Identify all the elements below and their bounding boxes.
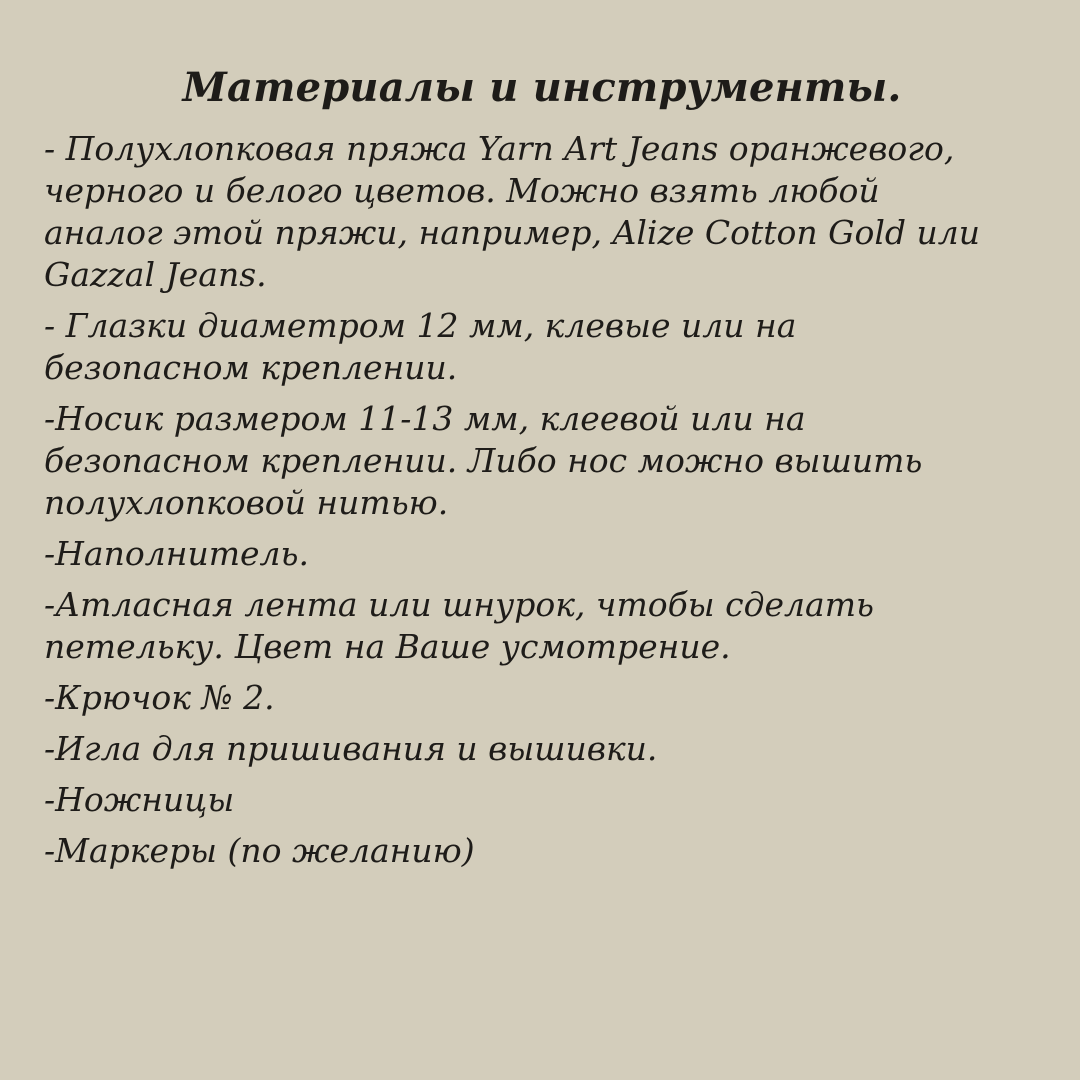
list-item-hook [44,677,1040,719]
list-item-line: - Полухлопковая пряжа Yarn Art Jeans оранжевого, [44,129,955,168]
list-item-line: -Атласная лента или шнурок, чтобы сделать [44,585,874,624]
list-item-nose [44,398,1040,524]
list-item-needle [44,728,1040,770]
list-item-line: безопасном креплении. Либо нос можно вышить [44,441,923,480]
list-item-line: безопасном креплении. [44,348,458,387]
page-title: Материалы и инструменты. [182,64,902,111]
list-item-line: полухлопковой нитью. [44,483,449,522]
list-item-yarn [44,128,1040,296]
list-item-line: -Носик размером 11-13 мм, клеевой или на [44,399,806,438]
list-item-line: - Глазки диаметром 12 мм, клевые или на [44,306,797,345]
list-item-line: -Маркеры (по желанию) [44,831,475,870]
list-item-markers [44,830,1040,872]
list-item-line: -Игла для пришивания и вышивки. [44,729,658,768]
materials-list [44,128,1040,872]
list-item-eyes [44,305,1040,389]
list-item-ribbon [44,584,1040,668]
list-item-line: -Ножницы [44,780,235,819]
list-item-filler [44,533,1040,575]
list-item-line: аналог этой пряжи, например, Alize Cotton Gold или [44,213,981,252]
list-item-line: петельку. Цвет на Ваше усмотрение. [44,627,731,666]
list-item-line: Gazzal Jeans. [44,255,267,294]
list-item-scissors [44,779,1040,821]
list-item-line: -Крючок № 2. [44,678,275,717]
list-item-line: черного и белого цветов. Можно взять любой [44,171,880,210]
list-item-line: -Наполнитель. [44,534,310,573]
